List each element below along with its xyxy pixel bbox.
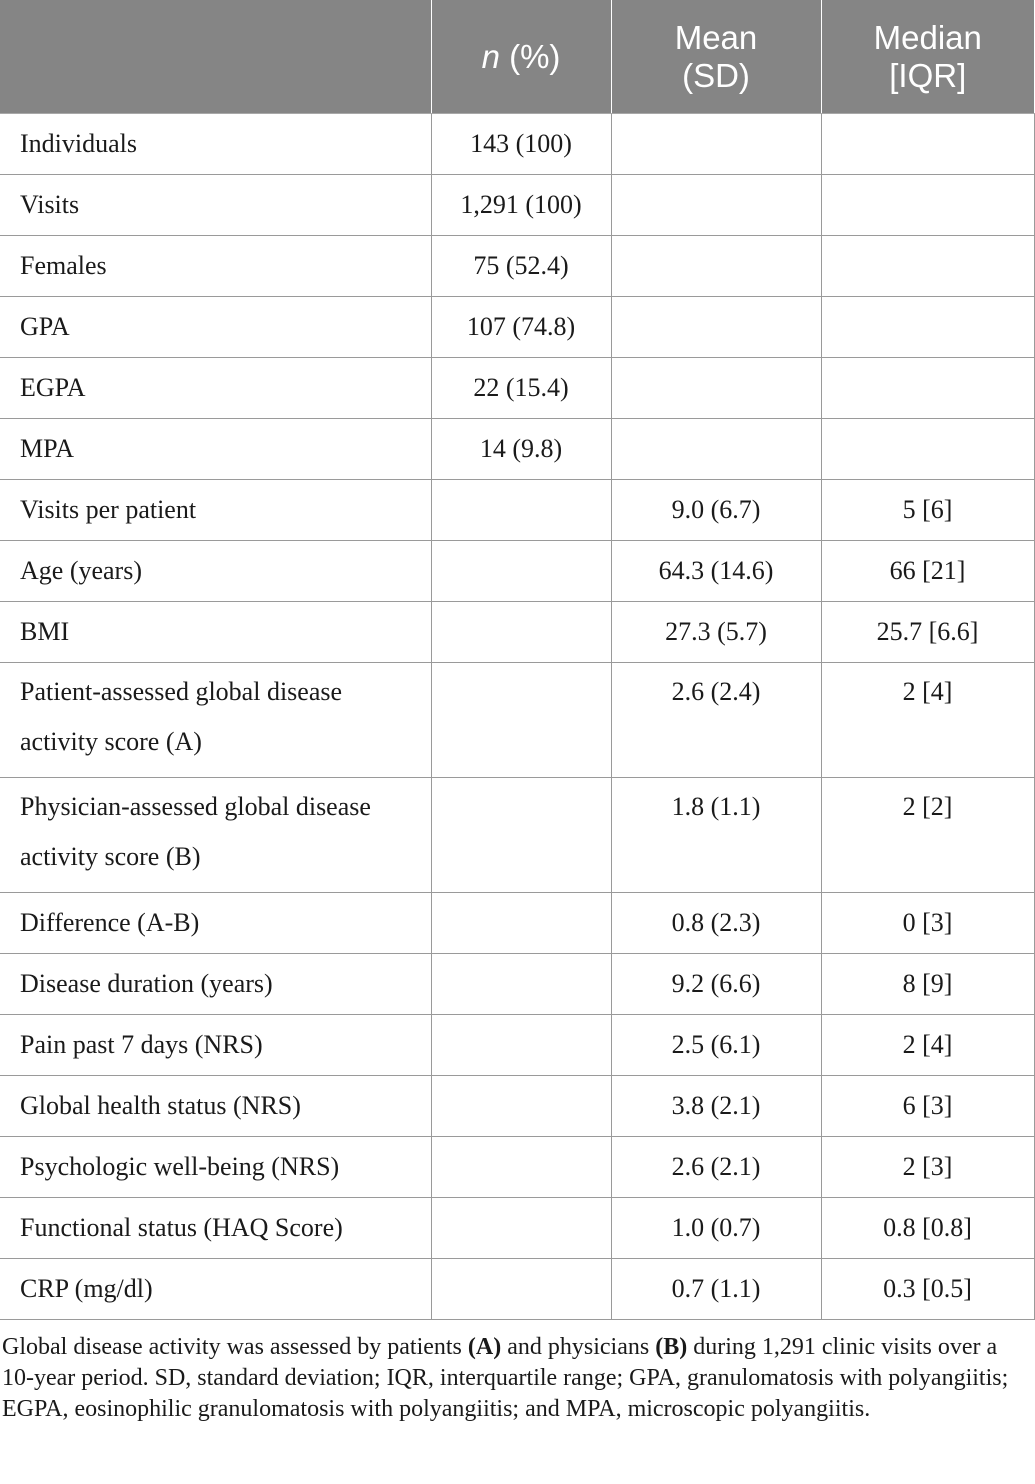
cell-median [821,175,1034,236]
header-row [0,0,1034,114]
row-label: Global health status (NRS) [0,1076,431,1137]
header-mean-line1: Mean [674,18,758,56]
cell-median [821,358,1034,419]
header-mean-sd [611,0,821,114]
table-row [0,1137,1034,1198]
cell-median [821,114,1034,175]
cell-n [431,778,611,893]
row-label: MPA [0,419,431,480]
table-row [0,663,1034,778]
footnote-part3: during 1,291 clinic visits over a 10-year period. SD, standard deviation; IQR, interquartile range; GPA, granulomatosis with polyangiitis; EGPA, eosinophilic granulomatosis with polyangiitis; and MPA, microscopic polyangiitis. [2,1334,1009,1422]
cell-mean: 2.6 (2.4) [611,663,821,778]
cell-mean [611,175,821,236]
cell-median: 0 [3] [821,893,1034,954]
cell-n: 1,291 (100) [431,175,611,236]
cell-n: 14 (9.8) [431,419,611,480]
cell-median: 25.7 [6.6] [821,602,1034,663]
cell-median: 66 [21] [821,541,1034,602]
cell-mean [611,419,821,480]
cell-mean [611,297,821,358]
row-label [0,778,431,893]
cell-n: 107 (74.8) [431,297,611,358]
table-footnote [0,1320,1034,1425]
header-median-iqr [821,0,1034,114]
table-row [0,1198,1034,1259]
footnote-part1: Global disease activity was assessed by patients [2,1334,468,1360]
cell-median: 0.3 [0.5] [821,1259,1034,1320]
table-row [0,778,1034,893]
cell-n [431,1259,611,1320]
table-row [0,114,1034,175]
row-label: Psychologic well-being (NRS) [0,1137,431,1198]
cell-median [821,297,1034,358]
row-label: Pain past 7 days (NRS) [0,1015,431,1076]
cell-n [431,602,611,663]
cell-mean [611,114,821,175]
table-row [0,541,1034,602]
table-row [0,480,1034,541]
row-label: Age (years) [0,541,431,602]
header-label [0,0,431,114]
cell-mean: 1.0 (0.7) [611,1198,821,1259]
cell-mean: 9.2 (6.6) [611,954,821,1015]
cell-n [431,893,611,954]
row-label: Disease duration (years) [0,954,431,1015]
table-row [0,175,1034,236]
table-row [0,358,1034,419]
row-label: BMI [0,602,431,663]
cell-median: 2 [3] [821,1137,1034,1198]
header-median-line2: [IQR] [889,56,967,94]
row-label-line1: Patient-assessed global disease [20,677,343,706]
table-header [0,0,1034,114]
cell-n: 75 (52.4) [431,236,611,297]
table-row [0,419,1034,480]
cell-n [431,480,611,541]
cell-median: 6 [3] [821,1076,1034,1137]
cell-mean: 3.8 (2.1) [611,1076,821,1137]
cell-n [431,954,611,1015]
cell-mean: 0.8 (2.3) [611,893,821,954]
table-row [0,236,1034,297]
header-mean-line2: (SD) [682,56,750,94]
table-body [0,114,1034,1320]
cell-n [431,663,611,778]
row-label: Females [0,236,431,297]
cell-median: 8 [9] [821,954,1034,1015]
cell-mean: 2.5 (6.1) [611,1015,821,1076]
cell-mean: 1.8 (1.1) [611,778,821,893]
cell-median [821,419,1034,480]
row-label [0,663,431,778]
table-row [0,1076,1034,1137]
cell-median: 2 [2] [821,778,1034,893]
cell-n [431,1076,611,1137]
cell-mean: 0.7 (1.1) [611,1259,821,1320]
cell-n: 22 (15.4) [431,358,611,419]
row-label-line2: activity score (B) [20,842,201,871]
row-label: Visits [0,175,431,236]
cell-mean [611,236,821,297]
footnote-part2: and physicians [501,1334,656,1360]
table-row [0,1259,1034,1320]
cell-mean: 64.3 (14.6) [611,541,821,602]
cell-n [431,1198,611,1259]
cell-median: 2 [4] [821,1015,1034,1076]
header-n-italic: n [481,37,500,75]
footnote-bold-b: (B) [655,1334,688,1360]
table-row [0,602,1034,663]
row-label: GPA [0,297,431,358]
row-label: CRP (mg/dl) [0,1259,431,1320]
cell-mean: 27.3 (5.7) [611,602,821,663]
cell-mean: 9.0 (6.7) [611,480,821,541]
row-label-line2: activity score (A) [20,727,202,756]
header-n-percent [431,0,611,114]
cell-n: 143 (100) [431,114,611,175]
header-n-rest: (%) [499,37,561,75]
cell-mean: 2.6 (2.1) [611,1137,821,1198]
row-label: Visits per patient [0,480,431,541]
row-label: EGPA [0,358,431,419]
cell-n [431,541,611,602]
footnote-bold-a: (A) [467,1334,502,1360]
cell-n [431,1015,611,1076]
table-row [0,893,1034,954]
cell-median: 0.8 [0.8] [821,1198,1034,1259]
table-row [0,297,1034,358]
table-row [0,954,1034,1015]
cell-mean [611,358,821,419]
row-label-line1: Physician-assessed global disease [20,792,371,821]
cell-n [431,1137,611,1198]
header-median-line1: Median [873,18,982,56]
row-label: Difference (A-B) [0,893,431,954]
cell-median [821,236,1034,297]
row-label: Functional status (HAQ Score) [0,1198,431,1259]
cell-median: 2 [4] [821,663,1034,778]
cell-median: 5 [6] [821,480,1034,541]
table-row [0,1015,1034,1076]
row-label: Individuals [0,114,431,175]
